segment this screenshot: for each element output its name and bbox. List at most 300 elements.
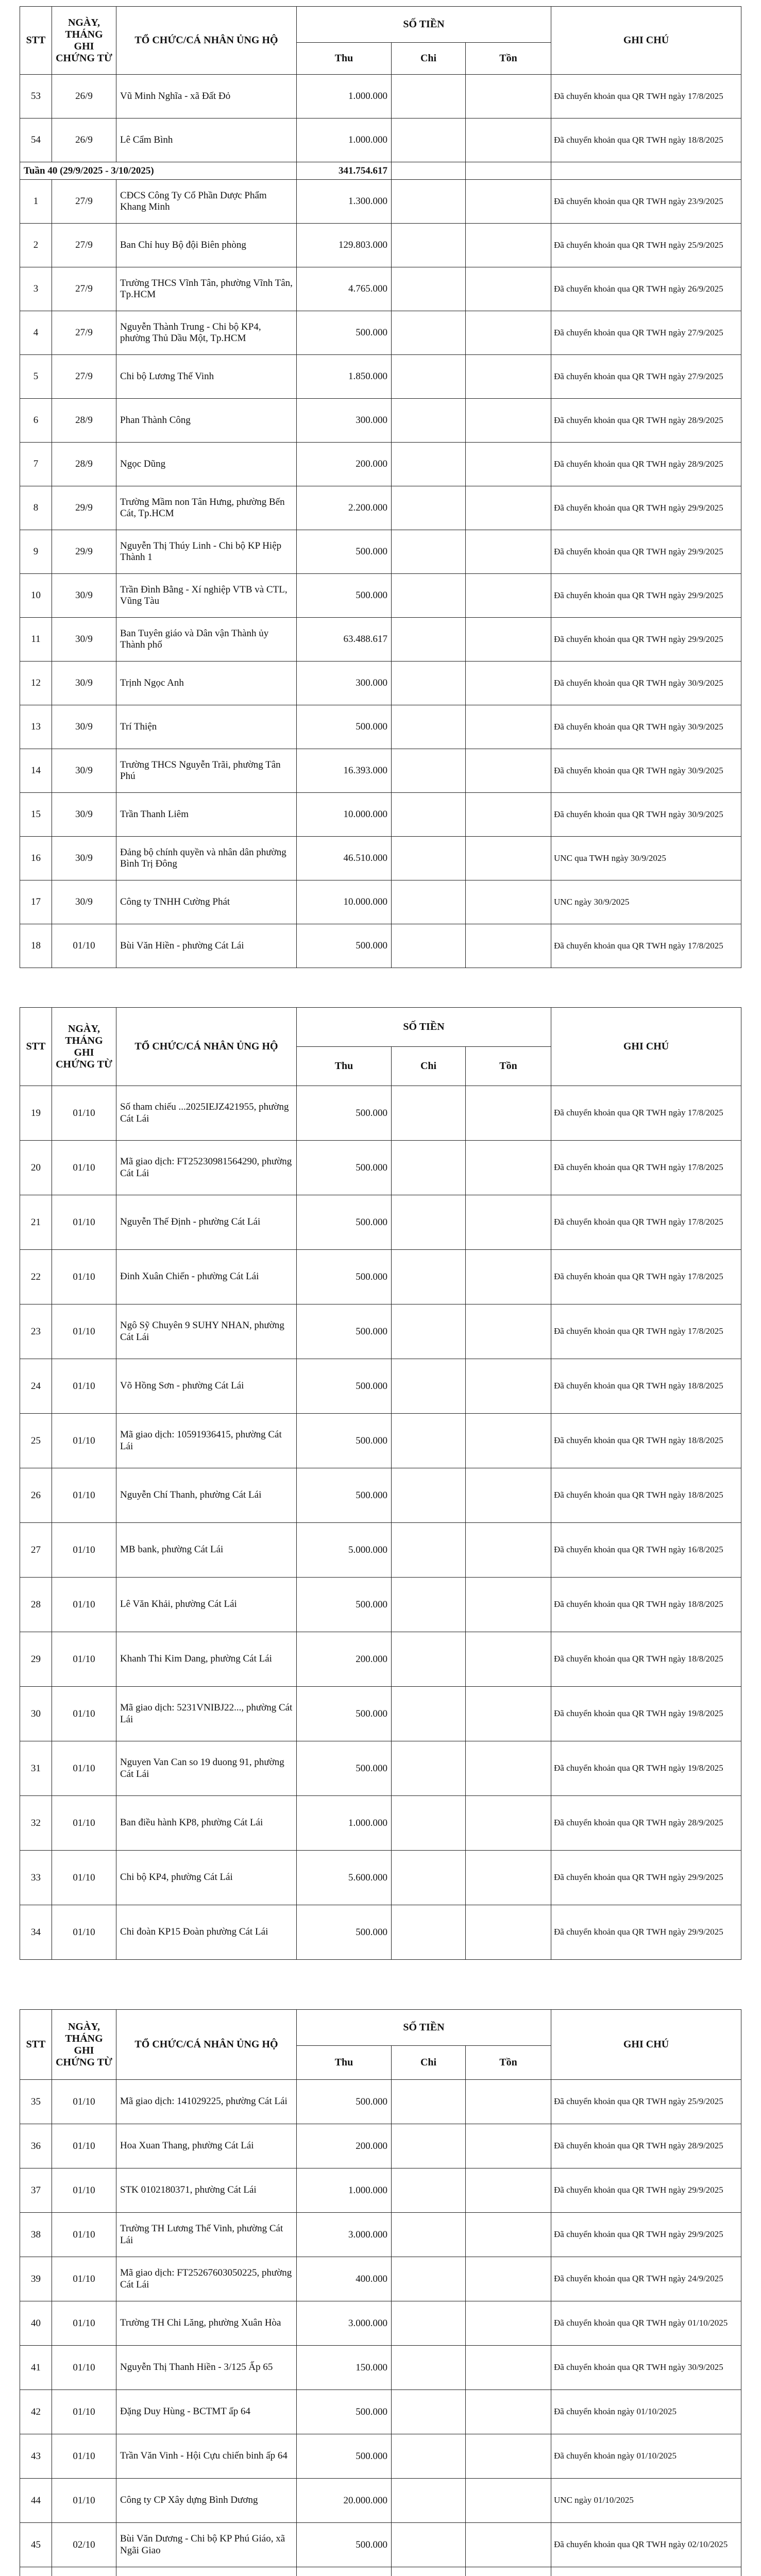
cell-note bbox=[551, 2567, 741, 2576]
cell-stt: 36 bbox=[20, 2124, 52, 2168]
cell-org: Trường THCS Nguyễn Trãi, phường Tân Phú bbox=[116, 749, 297, 793]
cell-thu: 500.000 bbox=[297, 1414, 392, 1468]
cell-ton bbox=[466, 1414, 551, 1468]
cell-stt: 43 bbox=[20, 2434, 52, 2479]
cell-ton bbox=[466, 180, 551, 224]
cell-chi bbox=[392, 399, 466, 443]
cell-org: Khanh Thi Kim Dang, phường Cát Lái bbox=[116, 1632, 297, 1687]
week-summary-row bbox=[20, 162, 741, 180]
cell-chi bbox=[392, 574, 466, 618]
cell-ton bbox=[466, 1687, 551, 1741]
cell-ton bbox=[466, 1086, 551, 1141]
cell-ton bbox=[466, 837, 551, 880]
cell-note: Đã chuyển khoản qua QR TWH ngày 18/8/2025 bbox=[551, 118, 741, 162]
cell-stt: 1 bbox=[20, 180, 52, 224]
cell-org: Nguyễn Thế Định - phường Cát Lái bbox=[116, 1195, 297, 1250]
cell-thu: 500.000 bbox=[297, 1359, 392, 1414]
cell-thu: 500.000 bbox=[297, 311, 392, 355]
cell-date: 01/10 bbox=[52, 1359, 116, 1414]
table-row bbox=[20, 2567, 741, 2576]
cell-thu: 500.000 bbox=[297, 2080, 392, 2124]
table-row bbox=[20, 2479, 741, 2523]
cell-stt: 28 bbox=[20, 1578, 52, 1632]
cell-org: Mã giao dịch: FT25267603050225, phường Cát Lái bbox=[116, 2257, 297, 2301]
cell-thu: 63.488.617 bbox=[297, 618, 392, 662]
cell-stt: 20 bbox=[20, 1141, 52, 1195]
cell-ton bbox=[466, 880, 551, 924]
header-org: TỔ CHỨC/CÁ NHÂN ỦNG HỘ bbox=[116, 1008, 297, 1086]
cell-date: 01/10 bbox=[52, 2257, 116, 2301]
cell-thu: 500.000 bbox=[297, 1578, 392, 1632]
header-stt: STT bbox=[20, 2010, 52, 2080]
table-row bbox=[20, 1851, 741, 1905]
header-ton: Tồn bbox=[466, 1047, 551, 1086]
table-row bbox=[20, 530, 741, 574]
cell-stt: 30 bbox=[20, 1687, 52, 1741]
cell-ton bbox=[466, 2523, 551, 2567]
cell-note: Đã chuyển khoản qua QR TWH ngày 19/8/2025 bbox=[551, 1687, 741, 1741]
cell-stt: 34 bbox=[20, 1905, 52, 1960]
cell-ton bbox=[466, 1141, 551, 1195]
cell-date: 01/10 bbox=[52, 1250, 116, 1304]
cell-ton bbox=[466, 486, 551, 530]
cell-org: Mã giao dịch: 10591936415, phường Cát Lái bbox=[116, 1414, 297, 1468]
cell-stt: 15 bbox=[20, 793, 52, 837]
cell-ton bbox=[466, 1304, 551, 1359]
cell-date: 01/10 bbox=[52, 1632, 116, 1687]
cell-note: Đã chuyển khoản qua QR TWH ngày 29/9/2025 bbox=[551, 530, 741, 574]
header-date: NGÀY, THÁNG GHI CHỨNG TỪ bbox=[52, 7, 116, 75]
cell-chi bbox=[392, 1359, 466, 1414]
cell-stt: 10 bbox=[20, 574, 52, 618]
cell-chi bbox=[392, 1578, 466, 1632]
cell-note: Đã chuyển khoản qua QR TWH ngày 17/8/2025 bbox=[551, 1086, 741, 1141]
cell-date: 30/9 bbox=[52, 837, 116, 880]
cell-date: 02/10 bbox=[52, 2523, 116, 2567]
cell-ton bbox=[466, 2168, 551, 2213]
cell-chi bbox=[392, 2257, 466, 2301]
cell-chi bbox=[392, 1851, 466, 1905]
cell-date: 01/10 bbox=[52, 2301, 116, 2346]
cell-stt: 21 bbox=[20, 1195, 52, 1250]
cell-thu: 1.000.000 bbox=[297, 75, 392, 118]
cell-date: 01/10 bbox=[52, 1523, 116, 1578]
cell-ton bbox=[466, 1195, 551, 1250]
cell-note: Đã chuyển khoản qua QR TWH ngày 17/8/2025 bbox=[551, 1195, 741, 1250]
cell-chi bbox=[392, 662, 466, 705]
header-chi: Chi bbox=[392, 43, 466, 75]
cell-ton bbox=[466, 1796, 551, 1851]
cell-note: Đã chuyển khoản qua QR TWH ngày 18/8/2025 bbox=[551, 1468, 741, 1523]
table-row bbox=[20, 1359, 741, 1414]
cell-org: Mã giao dịch: 5231VNIBJ22..., phường Cát Lái bbox=[116, 1687, 297, 1741]
cell-thu: 500.000 bbox=[297, 574, 392, 618]
cell-chi bbox=[392, 880, 466, 924]
cell-chi bbox=[392, 1250, 466, 1304]
cell-note: Đã chuyển khoản qua QR TWH ngày 30/9/2025 bbox=[551, 2346, 741, 2390]
cell-chi bbox=[392, 75, 466, 118]
table-row bbox=[20, 1304, 741, 1359]
cell-ton bbox=[466, 1250, 551, 1304]
cell-note: Đã chuyển khoản qua QR TWH ngày 18/8/2025 bbox=[551, 1578, 741, 1632]
ledger-page-1 bbox=[0, 0, 761, 992]
cell-org: Nguyễn Thị Thanh Hiền - 3/125 Ấp 65 bbox=[116, 2346, 297, 2390]
cell-date: 01/10 bbox=[52, 2479, 116, 2523]
cell-chi bbox=[392, 793, 466, 837]
cell-thu: 5.000.000 bbox=[297, 1523, 392, 1578]
cell-note: Đã chuyển khoản qua QR TWH ngày 26/9/2025 bbox=[551, 267, 741, 311]
cell-ton bbox=[466, 2479, 551, 2523]
cell-ton bbox=[466, 1359, 551, 1414]
cell-org: Ngô Sỹ Chuyên 9 SUHY NHAN, phường Cát Lái bbox=[116, 1304, 297, 1359]
cell-ton bbox=[466, 2390, 551, 2434]
cell-chi bbox=[392, 311, 466, 355]
header-note: GHI CHÚ bbox=[551, 7, 741, 75]
table-row bbox=[20, 355, 741, 399]
cell-ton bbox=[466, 2567, 551, 2576]
cell-note: Đã chuyển khoản qua QR TWH ngày 30/9/2025 bbox=[551, 793, 741, 837]
cell-ton bbox=[466, 924, 551, 968]
cell-ton bbox=[466, 618, 551, 662]
cell-stt: 41 bbox=[20, 2346, 52, 2390]
cell-date: 01/10 bbox=[52, 1851, 116, 1905]
cell-stt: 26 bbox=[20, 1468, 52, 1523]
cell-date: 30/9 bbox=[52, 880, 116, 924]
cell-chi bbox=[392, 1414, 466, 1468]
cell-thu: 129.803.000 bbox=[297, 224, 392, 267]
cell-org: Trần Văn Vinh - Hội Cựu chiến binh ấp 64 bbox=[116, 2434, 297, 2479]
cell-stt: 27 bbox=[20, 1523, 52, 1578]
cell-ton bbox=[466, 749, 551, 793]
header-date: NGÀY, THÁNG GHI CHỨNG TỪ bbox=[52, 2010, 116, 2080]
cell-thu: 4.765.000 bbox=[297, 267, 392, 311]
cell-date: 27/9 bbox=[52, 267, 116, 311]
cell-note: Đã chuyển khoản qua QR TWH ngày 27/9/2025 bbox=[551, 311, 741, 355]
table-row bbox=[20, 267, 741, 311]
cell-org: Mã giao dịch: FT25230981564290, phường Cát Lái bbox=[116, 1141, 297, 1195]
cell-ton bbox=[466, 224, 551, 267]
cell-ton bbox=[466, 399, 551, 443]
cell-chi bbox=[392, 1741, 466, 1796]
cell-note: Đã chuyển khoản qua QR TWH ngày 17/8/2025 bbox=[551, 1141, 741, 1195]
cell-note: Đã chuyển khoản qua QR TWH ngày 25/9/2025 bbox=[551, 224, 741, 267]
cell-chi bbox=[392, 443, 466, 486]
cell-thu: 300.000 bbox=[297, 662, 392, 705]
cell-date: 01/10 bbox=[52, 2124, 116, 2168]
cell-thu: 300.000 bbox=[297, 399, 392, 443]
cell-chi bbox=[392, 1468, 466, 1523]
cell-chi bbox=[392, 1796, 466, 1851]
cell-date: 01/10 bbox=[52, 2346, 116, 2390]
cell-thu: 500.000 bbox=[297, 1141, 392, 1195]
cell-note: Đã chuyển khoản qua QR TWH ngày 17/8/2025 bbox=[551, 75, 741, 118]
table-row bbox=[20, 705, 741, 749]
cell-ton bbox=[466, 793, 551, 837]
cell-org: Trần Đình Bằng - Xí nghiệp VTB và CTL, Vũng Tàu bbox=[116, 574, 297, 618]
cell-thu: 200.000 bbox=[297, 443, 392, 486]
cell-chi bbox=[392, 1632, 466, 1687]
cell-org: STK 0102180371, phường Cát Lái bbox=[116, 2168, 297, 2213]
table-row bbox=[20, 1468, 741, 1523]
cell-stt: 39 bbox=[20, 2257, 52, 2301]
cell-org: MB bank, phường Cát Lái bbox=[116, 1523, 297, 1578]
cell-org: Lê Văn Khải, phường Cát Lái bbox=[116, 1578, 297, 1632]
header-org: TỔ CHỨC/CÁ NHÂN ỦNG HỘ bbox=[116, 2010, 297, 2080]
cell-date: 01/10 bbox=[52, 2434, 116, 2479]
cell-stt: 25 bbox=[20, 1414, 52, 1468]
cell-thu: 500.000 bbox=[297, 1741, 392, 1796]
table-row bbox=[20, 443, 741, 486]
cell-date: 01/10 bbox=[52, 924, 116, 968]
cell-org: Mã giao dịch: 141029225, phường Cát Lái bbox=[116, 2080, 297, 2124]
table-row bbox=[20, 1195, 741, 1250]
table-row bbox=[20, 2080, 741, 2124]
header-amount: SỐ TIỀN bbox=[297, 2010, 551, 2046]
table-row bbox=[20, 1687, 741, 1741]
cell-stt: 29 bbox=[20, 1632, 52, 1687]
cell-ton bbox=[466, 2080, 551, 2124]
table-row bbox=[20, 1086, 741, 1141]
cell-note: Đã chuyển khoản qua QR TWH ngày 29/9/2025 bbox=[551, 1905, 741, 1960]
cell-note: Đã chuyển khoản qua QR TWH ngày 28/9/2025 bbox=[551, 1796, 741, 1851]
header-ton: Tồn bbox=[466, 43, 551, 75]
cell-date: 01/10 bbox=[52, 1304, 116, 1359]
cell-chi bbox=[392, 2124, 466, 2168]
cell-stt: 40 bbox=[20, 2301, 52, 2346]
cell-date: 01/10 bbox=[52, 1578, 116, 1632]
table-row bbox=[20, 2346, 741, 2390]
cell-thu: 500.000 bbox=[297, 2434, 392, 2479]
cell-org: Nguyễn Chí Thanh, phường Cát Lái bbox=[116, 1468, 297, 1523]
cell-stt: 14 bbox=[20, 749, 52, 793]
cell-date: 28/9 bbox=[52, 443, 116, 486]
cell-chi bbox=[392, 749, 466, 793]
cell-note: Đã chuyển khoản qua QR TWH ngày 29/9/2025 bbox=[551, 618, 741, 662]
cell-stt: 19 bbox=[20, 1086, 52, 1141]
table-row bbox=[20, 2523, 741, 2567]
cell-ton bbox=[466, 705, 551, 749]
cell-chi bbox=[392, 1523, 466, 1578]
cell-thu: 500.000 bbox=[297, 2390, 392, 2434]
cell-thu: 500.000 bbox=[297, 924, 392, 968]
cell-stt: 54 bbox=[20, 118, 52, 162]
cell-thu: 1.000.000 bbox=[297, 1796, 392, 1851]
cell-stt: 45 bbox=[20, 2523, 52, 2567]
table-row bbox=[20, 662, 741, 705]
cell-date: 01/10 bbox=[52, 2213, 116, 2257]
cell-thu: 200.000 bbox=[297, 1632, 392, 1687]
header-chi: Chi bbox=[392, 2046, 466, 2080]
cell-stt: 53 bbox=[20, 75, 52, 118]
cell-thu: 500.000 bbox=[297, 530, 392, 574]
cell-ton bbox=[466, 1632, 551, 1687]
cell-org: Công ty CP Xây dựng Bình Dương bbox=[116, 2479, 297, 2523]
cell-ton bbox=[466, 1578, 551, 1632]
cell-chi bbox=[392, 180, 466, 224]
cell-org: Ngọc Dũng bbox=[116, 443, 297, 486]
table-row bbox=[20, 1414, 741, 1468]
cell-stt: 18 bbox=[20, 924, 52, 968]
cell-ton bbox=[466, 662, 551, 705]
header-amount: SỐ TIỀN bbox=[297, 7, 551, 43]
cell-thu: 1.000.000 bbox=[297, 118, 392, 162]
cell-org: Chi bộ KP4, phường Cát Lái bbox=[116, 1851, 297, 1905]
cell-note: Đã chuyển khoản qua QR TWH ngày 29/9/2025 bbox=[551, 2168, 741, 2213]
table-row bbox=[20, 2257, 741, 2301]
table-row bbox=[20, 924, 741, 968]
cell-thu: 46.510.000 bbox=[297, 837, 392, 880]
cell-org: Nguyễn Thành Trung - Chi bộ KP4, phường Thủ Dầu Một, Tp.HCM bbox=[116, 311, 297, 355]
cell-stt: 6 bbox=[20, 399, 52, 443]
cell-date: 01/10 bbox=[52, 1905, 116, 1960]
cell-ton bbox=[466, 1851, 551, 1905]
cell-ton bbox=[466, 1905, 551, 1960]
cell-note: Đã chuyển khoản qua QR TWH ngày 17/8/2025 bbox=[551, 1304, 741, 1359]
table-row bbox=[20, 1578, 741, 1632]
cell-ton bbox=[466, 2257, 551, 2301]
cell-org: Bùi Văn Dương - Chi bộ KP Phú Giáo, xã Ngãi Giao bbox=[116, 2523, 297, 2567]
table-row bbox=[20, 880, 741, 924]
cell-ton bbox=[466, 267, 551, 311]
cell-note: Đã chuyển khoản qua QR TWH ngày 16/8/2025 bbox=[551, 1523, 741, 1578]
table-row bbox=[20, 2124, 741, 2168]
cell-note: Đã chuyển khoản qua QR TWH ngày 28/9/2025 bbox=[551, 399, 741, 443]
cell-date: 30/9 bbox=[52, 749, 116, 793]
cell-chi bbox=[392, 1905, 466, 1960]
header-amount: SỐ TIỀN bbox=[297, 1008, 551, 1047]
cell-thu: 1.850.000 bbox=[297, 355, 392, 399]
cell-note: Đã chuyển khoản qua QR TWH ngày 02/10/2025 bbox=[551, 2523, 741, 2567]
cell-note: UNC ngày 30/9/2025 bbox=[551, 880, 741, 924]
cell-stt bbox=[20, 2567, 52, 2576]
cell-date: 27/9 bbox=[52, 355, 116, 399]
cell-org: Chi bộ Lương Thế Vinh bbox=[116, 355, 297, 399]
cell-stt: 4 bbox=[20, 311, 52, 355]
cell-date: 27/9 bbox=[52, 224, 116, 267]
table-row bbox=[20, 224, 741, 267]
cell-thu: 16.393.000 bbox=[297, 749, 392, 793]
cell-org: Phan Thành Công bbox=[116, 399, 297, 443]
cell-stt: 17 bbox=[20, 880, 52, 924]
cell-org: Trường TH Chi Lăng, phường Xuân Hòa bbox=[116, 2301, 297, 2346]
cell-thu: 20.000.000 bbox=[297, 2479, 392, 2523]
table-row bbox=[20, 837, 741, 880]
cell-org bbox=[116, 2567, 297, 2576]
cell-date: 30/9 bbox=[52, 793, 116, 837]
cell-date: 01/10 bbox=[52, 1195, 116, 1250]
table-row bbox=[20, 311, 741, 355]
cell-note: Đã chuyển khoản qua QR TWH ngày 29/9/2025 bbox=[551, 2213, 741, 2257]
cell-thu: 400.000 bbox=[297, 2257, 392, 2301]
cell-thu: 500.000 bbox=[297, 1250, 392, 1304]
cell-ton bbox=[466, 2301, 551, 2346]
cell-stt: 13 bbox=[20, 705, 52, 749]
cell-thu bbox=[297, 2567, 392, 2576]
cell-stt: 3 bbox=[20, 267, 52, 311]
cell-ton bbox=[466, 2346, 551, 2390]
cell-org: Nguyễn Thị Thúy Linh - Chi bộ KP Hiệp Thành 1 bbox=[116, 530, 297, 574]
cell-note: Đã chuyển khoản qua QR TWH ngày 17/8/2025 bbox=[551, 1250, 741, 1304]
cell-org: Trần Thanh Liêm bbox=[116, 793, 297, 837]
cell-org: Đặng Duy Hùng - BCTMT ấp 64 bbox=[116, 2390, 297, 2434]
cell-org: Nguyen Van Can so 19 duong 91, phường Cát Lái bbox=[116, 1741, 297, 1796]
table-row bbox=[20, 749, 741, 793]
cell-stt: 33 bbox=[20, 1851, 52, 1905]
cell-note: Đã chuyển khoản qua QR TWH ngày 23/9/2025 bbox=[551, 180, 741, 224]
table-row bbox=[20, 2213, 741, 2257]
cell-chi bbox=[392, 530, 466, 574]
cell-chi bbox=[392, 2213, 466, 2257]
cell-thu: 500.000 bbox=[297, 1304, 392, 1359]
cell-note: Đã chuyển khoản qua QR TWH ngày 19/8/2025 bbox=[551, 1741, 741, 1796]
table-row bbox=[20, 1250, 741, 1304]
cell-note: Đã chuyển khoản qua QR TWH ngày 29/9/2025 bbox=[551, 1851, 741, 1905]
cell-date: 01/10 bbox=[52, 1796, 116, 1851]
cell-chi bbox=[392, 486, 466, 530]
cell-stt: 2 bbox=[20, 224, 52, 267]
cell-thu: 1.300.000 bbox=[297, 180, 392, 224]
cell-thu: 500.000 bbox=[297, 1468, 392, 1523]
header-ton: Tồn bbox=[466, 2046, 551, 2080]
cell-date: 01/10 bbox=[52, 2168, 116, 2213]
cell-ton bbox=[466, 2124, 551, 2168]
cell-chi bbox=[392, 1687, 466, 1741]
cell-ton bbox=[466, 574, 551, 618]
cell-ton bbox=[466, 443, 551, 486]
table-row bbox=[20, 2301, 741, 2346]
cell-thu: 500.000 bbox=[297, 1086, 392, 1141]
cell-chi bbox=[392, 2168, 466, 2213]
cell-note: Đã chuyển khoản qua QR TWH ngày 30/9/2025 bbox=[551, 705, 741, 749]
cell-chi bbox=[392, 837, 466, 880]
cell-thu: 500.000 bbox=[297, 2523, 392, 2567]
cell-stt: 37 bbox=[20, 2168, 52, 2213]
cell-stt: 16 bbox=[20, 837, 52, 880]
table-row bbox=[20, 2390, 741, 2434]
cell-date: 28/9 bbox=[52, 399, 116, 443]
cell-org: Võ Hồng Sơn - phường Cát Lái bbox=[116, 1359, 297, 1414]
header-thu: Thu bbox=[297, 2046, 392, 2080]
header-thu: Thu bbox=[297, 1047, 392, 1086]
cell-date: 30/9 bbox=[52, 574, 116, 618]
ledger-page-2 bbox=[0, 1002, 761, 1996]
cell-org: Trí Thiện bbox=[116, 705, 297, 749]
cell-date: 29/9 bbox=[52, 530, 116, 574]
cell-org: Trịnh Ngọc Anh bbox=[116, 662, 297, 705]
cell-org: Đinh Xuân Chiến - phường Cát Lái bbox=[116, 1250, 297, 1304]
cell-note: Đã chuyển khoản qua QR TWH ngày 28/9/2025 bbox=[551, 443, 741, 486]
cell-org: Trường Mầm non Tân Hưng, phường Bến Cát, Tp.HCM bbox=[116, 486, 297, 530]
cell-stt: 35 bbox=[20, 2080, 52, 2124]
cell-note: Đã chuyển khoản qua QR TWH ngày 30/9/2025 bbox=[551, 749, 741, 793]
cell-ton bbox=[466, 355, 551, 399]
table-row bbox=[20, 486, 741, 530]
cell-thu: 5.600.000 bbox=[297, 1851, 392, 1905]
table-row bbox=[20, 1905, 741, 1960]
cell-note: Đã chuyển khoản qua QR TWH ngày 18/8/2025 bbox=[551, 1632, 741, 1687]
week-label: Tuần 40 (29/9/2025 - 3/10/2025) bbox=[20, 162, 297, 180]
cell-org: Trường THCS Vĩnh Tân, phường Vĩnh Tân, Tp.HCM bbox=[116, 267, 297, 311]
table-row bbox=[20, 1141, 741, 1195]
header-thu: Thu bbox=[297, 43, 392, 75]
cell-date: 01/10 bbox=[52, 1086, 116, 1141]
cell-stt: 24 bbox=[20, 1359, 52, 1414]
cell-note: Đã chuyển khoản qua QR TWH ngày 24/9/2025 bbox=[551, 2257, 741, 2301]
cell-thu: 500.000 bbox=[297, 1195, 392, 1250]
cell-ton bbox=[466, 2434, 551, 2479]
cell-date: 30/9 bbox=[52, 662, 116, 705]
cell-chi bbox=[392, 618, 466, 662]
